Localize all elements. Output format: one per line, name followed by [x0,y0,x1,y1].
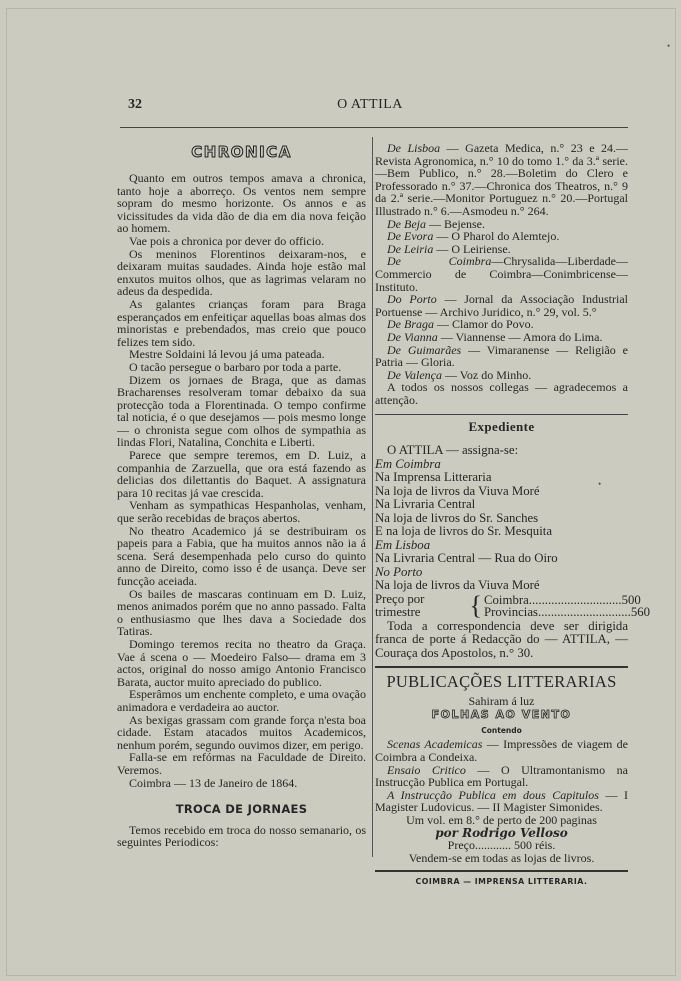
header-rule [120,127,628,128]
brace-symbol: { [469,591,482,621]
chronica-paragraph: Os meninos Florentinos deixaram-nos, e deixaram muitas saudades. Ainda hoje estão mal enxutos muitos olhos, que as lagrimas velaram no adeus da despedida. [117,246,366,299]
running-title: O ATTILA [337,97,403,112]
book-title: FOLHAS AO VENTO [431,708,572,722]
troca-entry: De Valença — Voz do Minho. [387,367,532,382]
contendo-label: Contendo [481,725,522,735]
printer-imprint: COIMBRA — IMPRENSA LITTERARIA. [415,877,588,887]
author-line: por Rodrigo Velloso [435,825,568,840]
subscription-location: Na Livraria Central [375,497,476,512]
troca-closing: A todos os nossos collegas — agradecemos a attenção. [375,380,628,407]
troca-entry: Do Porto — Jornal da Associação Industrial Portuense — Archivo Juridico, n.° 29, vol. 5.° [375,292,629,319]
troca-place: De Leiria [387,241,434,256]
left-column [117,143,366,849]
chronica-paragraph: Dizem os jornaes de Braga, que as damas Bracharenses resolveram tomar debaixo da sua protecção toda a Florentinada. O tempo confirme tal noticia, é o que desejamos — pois mesmo longe — o chronista segue com olhos de sympathia as lindas Flori, Natalina, Conchita e Liberti. [117,372,366,450]
troca-entry: De Leiria — O Leiriense. [387,241,511,256]
price-items [484,593,651,620]
right-column [375,141,651,889]
chronica-paragraph: Parece que sempre teremos, em D. Luiz, a companhia de Zarzuella, que ora está fazendo as delicias dos dilettantis do Baquet. A assignatura para 10 recitas já vae crescida. [117,448,366,500]
troca-entry: De Vianna — Viannense — Amora do Lima. [387,329,603,344]
expediente-intro: O ATTILA — assigna-se: [387,443,519,458]
troca-place: De Beja [387,216,426,231]
footer-rule [375,870,628,872]
troca-entry: De Braga — Clamor do Povo. [387,317,534,332]
subscription-location: Na loja de livros da Viuva Moré [375,483,540,498]
chronica-paragraph: O tacão persegue o barbaro por toda a parte. [129,359,342,374]
dot-leader: ............................. [528,593,622,608]
lisboa-header: Em Lisboa [375,537,431,552]
chronica-body [117,172,366,789]
section-rule [375,666,628,668]
section-rule [375,414,628,415]
expediente-title: Expediente [468,419,535,435]
troca-list [375,142,628,406]
chronica-paragraph: As galantes crianças foram para Braga esperançados em enfeitiçar aquellas boas almas dos minoristas e prebendados, mas creio que pouco felizes tem sido. [117,296,366,349]
chronica-paragraph: Mestre Soldaini lá levou já uma pateada. [129,347,325,362]
price-line: Preço............ 500 réis. [447,838,556,853]
chronica-paragraph: Domingo teremos recita no theatro da Graça. Vae á scena o — Moedeiro Falso— drama em 3 actos, original do nosso amigo Antonio Francisco Barata, auctor muito apreciado do publico. [117,636,366,689]
troca-entry: De Coimbra—Chrysalida—Liberdade—Commercio de Coimbra—Conimbricense—Instituto. [375,254,628,294]
page-number: 32 [128,97,142,112]
dot-leader: ............................. [538,605,631,620]
chronica-paragraph: Quanto em outros tempos amava a chronica, tanto hoje a aborreço. Os ventos nem sempre sopram do mesmo horizonte. Os annos e as vicissitudes da vida dão de dia em dia nova feição ao homem. [117,171,366,236]
subscription-location: Na Imprensa Litteraria [375,470,492,485]
price-item: Coimbra ............................. 500 [484,593,641,608]
troca-place: De Valença [387,367,442,382]
troca-place: De Coimbra [387,254,492,269]
page-mark: • [667,41,671,51]
chronica-paragraph: No theatro Academico já se destribuiram os papeis para a Fabia, que ha muitos annos não ia á scena. Será desempenhada pelo curso do quinto anno de Direito, como isso é de usança. Deve ser funcção aceiada. [117,523,366,588]
publicacoes-title: PUBLICAÇÕES LITTERARIAS [386,672,617,692]
chronica-paragraph: Os bailes de mascaras continuam em D. Luiz, menos animados porém que no anno passado. Falta o enthusiasmo que lhes dava a Sociedade dos Tatiras. [117,586,366,639]
troca-place: De Braga [387,317,434,332]
volume-line: Um vol. em 8.° de perto de 200 paginas [406,813,597,827]
price-row [375,591,651,621]
subscription-location: Na loja de livros da Viuva Moré [375,578,540,593]
price-item: Provincias ............................. 560 [484,605,651,620]
chronica-paragraph: Venham as sympathicas Hespanholas, venham, que serão recebidas de braços abertos. [117,498,366,526]
troca-entry: De Evora — O Pharol do Alemtejo. [387,229,560,244]
contents-item: Scenas Academicas — Impressões de viagem de Coimbra a Condeixa. [375,737,628,765]
chronica-paragraph: As bexigas grassam com grande força n'esta boa cidade. Estam atacados muitos Academicos, nenhum porém, segundo ouvimos dizer, em perigo. [117,712,366,752]
subscription-location: Na loja de livros do Sr. Sanches [375,510,539,525]
troca-place: De Evora [387,229,434,244]
troca-place: De Lisboa [387,141,441,155]
chronica-title: CHRONICA [191,143,292,161]
troca-place: De Guimarães [387,342,462,357]
troca-place: Do Porto [387,292,437,307]
subscription-location: Na Livraria Central — Rua do Oiro [375,551,558,566]
contents-item: A Instrucção Publica em dous Capitulos — I Magister Ludovicus. — II Magister Simonides. [375,787,628,815]
troca-entry: De Beja — Bejense. [387,216,485,231]
publicacoes-section [375,672,628,865]
subscription-location: E na loja de livros do Sr. Mesquita [375,524,553,539]
troca-entry: De Guimarães — Vimaranense — Religião e Patria — Gloria. [375,342,628,370]
chronica-paragraph: Falla-se em refórmas na Faculdade de Direito. Veremos. [117,750,366,777]
column-rule [372,137,373,857]
chronica-paragraph: Esperâmos um enchente completo, e uma ovação animadora e verdadeira ao auctor. [117,687,366,714]
troca-intro: Temos recebido em troca do nosso semanario, os seguintes Periodicos: [117,822,366,850]
contents-item: Ensaio Critico — O Ultramontanismo na Instrucção Publica em Portugal. [375,762,628,790]
troca-place: De Vianna [387,329,438,344]
troca-title: TROCA DE JORNAES [175,802,308,817]
expediente-body [375,443,651,660]
chronica-paragraph: Vae pois a chronica por dever do officio. [129,233,325,248]
troca-entry: De Lisboa — Gazeta Medica, n.° 23 e 24.—Revista Agronomica, n.° 10 do tomo 1.° da 3.ª serie.—Bem Publico, n.° 28.—Boletim do Clero e Professorado n.° 37.—Chronica dos Theatros, n.° 9 da 2.ª serie.—Monitor Portuguez n.° 20.—Portugal Illustrado n.° 6.—Asmodeu n.° 264. [375,141,629,218]
coimbra-header: Em Coimbra [375,456,441,471]
price-label: Preço por trimestre [375,591,425,620]
page-mark: • [598,479,602,489]
chronica-dateline: Coimbra — 13 de Janeiro de 1864. [129,775,298,790]
porto-header: No Porto [375,564,423,579]
correspondence-note: Toda a correspondencia deve ser dirigida franca de porte á Redacção do — ATTILA, — Couraça dos Apostolos, n.° 30. [375,618,628,660]
sale-line: Vendem-se em todas as lojas de livros. [408,850,595,865]
sahiram-line: Sahiram á luz [468,693,535,708]
